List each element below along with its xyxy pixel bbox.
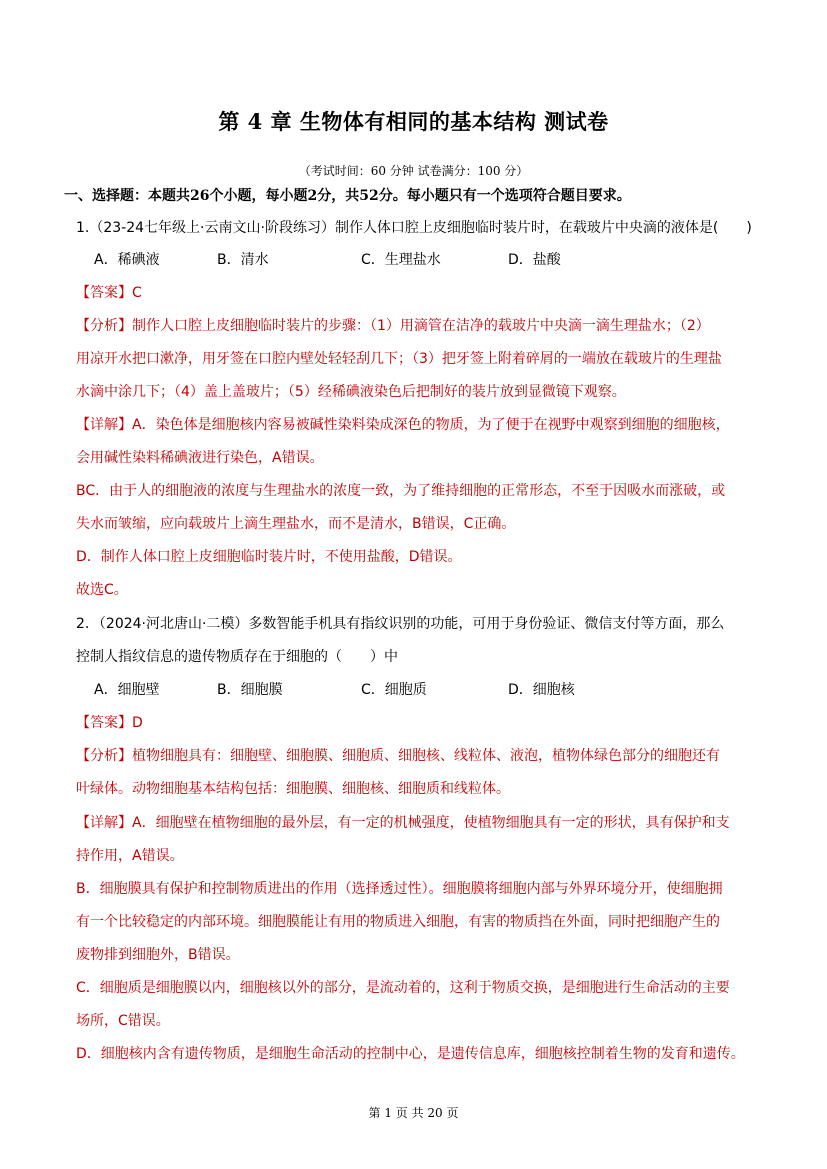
q2-option-b: B．细胞膜 bbox=[217, 682, 283, 698]
exam-info: （考试时间：60 分钟 试卷满分：100 分） bbox=[298, 164, 529, 178]
q1-analysis-line: 用凉开水把口漱净，用牙签在口腔内壁处轻轻刮几下；（3）把牙签上附着碎屑的一端放在载玻片的生理盐 bbox=[76, 351, 722, 367]
q1-analysis-line: 水滴中涂几下；（4）盖上盖玻片；（5）经稀碘液染色后把制好的装片放到显微镜下观察。 bbox=[76, 384, 626, 400]
q1-answer: 【答案】C bbox=[76, 285, 142, 301]
q1-option-b: B．清水 bbox=[217, 252, 269, 268]
q1-detail-line: D．制作人体口腔上皮细胞临时装片时，不使用盐酸，D错误。 bbox=[76, 549, 462, 565]
q2-option-c: C．细胞质 bbox=[361, 682, 427, 698]
q2-detail-line: C．细胞质是细胞膜以内，细胞核以外的部分，是流动着的，这利于物质交换，是细胞进行生命活动的主要 bbox=[76, 980, 730, 996]
q2-option-a: A．细胞壁 bbox=[94, 682, 160, 698]
section-heading: 一、选择题：本题共26个小题，每小题2分，共52分。每小题只有一个选项符合题目要求。 bbox=[64, 188, 631, 204]
q1-detail-line: 失水而皱缩，应向载玻片上滴生理盐水，而不是清水，B错误，C正确。 bbox=[76, 516, 516, 532]
q2-analysis-line: 【分析】植物细胞具有：细胞壁、细胞膜、细胞质、细胞核、线粒体、液泡，植物体绿色部分的细胞还有 bbox=[76, 748, 720, 764]
q2-analysis-line: 叶绿体。动物细胞基本结构包括：细胞膜、细胞核、细胞质和线粒体。 bbox=[76, 781, 510, 797]
q1-detail-line: 【详解】A．染色体是细胞核内容易被碱性染料染成深色的物质，为了便于在视野中观察到细胞的细胞核， bbox=[76, 417, 730, 433]
q2-detail-line: 废物排到细胞外，B错误。 bbox=[76, 947, 240, 963]
page-number: 第 1 页 共 20 页 bbox=[368, 1106, 459, 1120]
q2-detail-line: 持作用，A错误。 bbox=[76, 848, 184, 864]
q1-analysis-line: 【分析】制作人口腔上皮细胞临时装片的步骤：（1）用滴管在洁净的载玻片中央滴一滴生理盐水；（2） bbox=[76, 318, 710, 334]
q2-detail-line: 场所，C错误。 bbox=[76, 1013, 170, 1029]
q1-conclusion: 故选C。 bbox=[76, 582, 128, 598]
q2-answer: 【答案】D bbox=[76, 715, 143, 731]
q2-detail-line: 【详解】A．细胞壁在植物细胞的最外层，有一定的机械强度，使植物细胞具有一定的形状，具有保护和支 bbox=[76, 815, 730, 831]
q1-detail-line: 会用碱性染料稀碘液进行染色，A错误。 bbox=[76, 450, 324, 466]
q1-option-a: A．稀碘液 bbox=[94, 252, 160, 268]
q2-option-d: D．细胞核 bbox=[508, 682, 575, 698]
q1-detail-line: BC．由于人的细胞液的浓度与生理盐水的浓度一致，为了维持细胞的正常形态，不至于因吸水而涨破，或 bbox=[76, 483, 726, 499]
question-2-stem: 2．（2024·河北唐山·二模）多数智能手机具有指纹识别的功能，可用于身份验证、微信支付等方面，那么 bbox=[76, 616, 725, 632]
question-1-stem: 1.（23-24七年级上·云南文山·阶段练习）制作人体口腔上皮细胞临时装片时，在载玻片中央滴的液体是( ) bbox=[76, 220, 752, 236]
q2-detail-line: B．细胞膜具有保护和控制物质进出的作用（选择透过性）。细胞膜将细胞内部与外界环境分开，使细胞拥 bbox=[76, 881, 723, 897]
q1-option-d: D．盐酸 bbox=[508, 252, 561, 268]
q1-option-c: C．生理盐水 bbox=[361, 252, 441, 268]
question-2-stem: 控制人指纹信息的遗传物质存在于细胞的（ ）中 bbox=[76, 649, 398, 665]
page-title: 第 4 章 生物体有相同的基本结构 测试卷 bbox=[218, 109, 609, 134]
q2-detail-line: D．细胞核内含有遗传物质，是细胞生命活动的控制中心，是遗传信息库，细胞核控制着生物的发育和遗传。 bbox=[76, 1046, 745, 1062]
q2-detail-line: 有一个比较稳定的内部环境。细胞膜能让有用的物质进入细胞，有害的物质挡在外面，同时把细胞产生的 bbox=[76, 914, 720, 930]
